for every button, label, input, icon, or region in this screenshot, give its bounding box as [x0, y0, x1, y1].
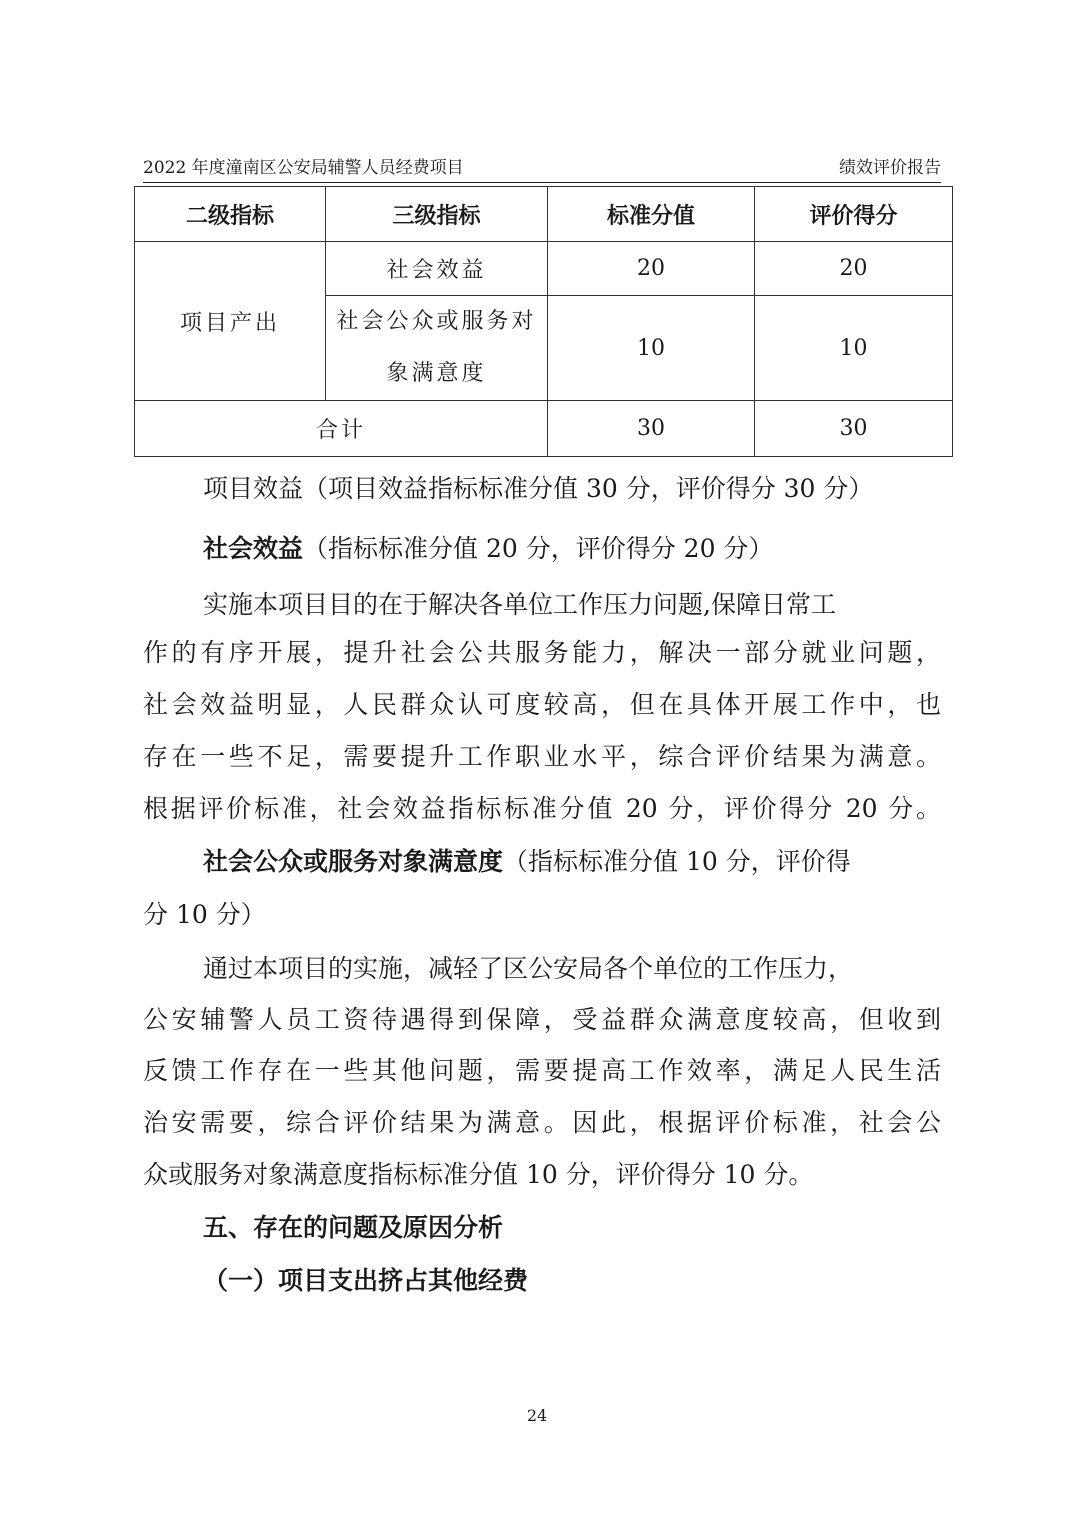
total-score: 30 — [755, 401, 953, 457]
standard-cell: 20 — [548, 242, 755, 296]
paragraph-social-benefit-title — [203, 536, 1003, 562]
satisfaction-label: 社会公众或服务对象满意度 — [203, 847, 504, 876]
header-report-title: 绩效评价报告 — [839, 158, 941, 178]
evaluation-table — [134, 186, 953, 457]
table-header-row — [135, 187, 953, 242]
score-cell: 20 — [755, 242, 953, 296]
header-project-title: 2022 年度潼南区公安局辅警人员经费项目 — [143, 158, 464, 178]
paragraph-line: 通过本项目的实施，减轻了区公安局各个单位的工作压力， — [203, 954, 854, 983]
page-number: 24 — [526, 1406, 548, 1425]
indicator-cell: 社会效益 — [326, 242, 548, 296]
satisfaction-score: （指标标准分值 10 分，评价得 — [503, 847, 851, 876]
indicator-cell — [326, 296, 548, 401]
social-benefit-score: （指标标准分值 20 分，评价得分 20 分） — [303, 534, 774, 563]
standard-cell: 10 — [548, 296, 755, 401]
paragraph-line: 反馈工作存在一些其他问题，需要提高工作效率，满足人民生活 — [143, 1056, 941, 1085]
indicator-line-2: 象满意度 — [386, 361, 487, 386]
header-level3: 三级指标 — [326, 187, 548, 242]
paragraph-line: 众或服务对象满意度指标标准分值 10 分，评价得分 10 分。 — [143, 1160, 814, 1189]
score-cell: 10 — [755, 296, 953, 401]
paragraph-line: 存在一些不足，需要提升工作职业水平，综合评价结果为满意。 — [143, 742, 941, 771]
paragraph-line: 根据评价标准，社会效益指标标准分值 20 分，评价得分 20 分。 — [143, 794, 941, 823]
table-row — [135, 242, 953, 296]
header-score: 评价得分 — [755, 187, 953, 242]
paragraph-line: 作的有序开展，提升社会公共服务能力，解决一部分就业问题， — [143, 638, 941, 667]
paragraph-satisfaction-title — [203, 849, 1003, 875]
social-benefit-label: 社会效益 — [203, 534, 304, 563]
section-heading: 五、存在的问题及原因分析 — [203, 1213, 504, 1242]
paragraph-line: 治安需要，综合评价结果为满意。因此，根据评价标准，社会公 — [143, 1108, 941, 1137]
total-standard: 30 — [548, 401, 755, 457]
table-total-row — [135, 401, 953, 457]
total-label: 合计 — [135, 401, 548, 457]
paragraph-line: 社会效益明显，人民群众认可度较高，但在具体开展工作中，也 — [143, 690, 941, 719]
paragraph-line: 分 10 分） — [143, 900, 266, 929]
page-header — [143, 154, 941, 183]
group-label: 项目产出 — [135, 242, 326, 401]
subsection-heading: （一）项目支出挤占其他经费 — [203, 1266, 529, 1295]
header-standard: 标准分值 — [548, 187, 755, 242]
paragraph-line: 实施本项目目的在于解决各单位工作压力问题,保障日常工 — [203, 590, 836, 619]
paragraph-line: 公安辅警人员工资待遇得到保障，受益群众满意度较高，但收到 — [143, 1005, 941, 1034]
indicator-line-1: 社会公众或服务对 — [336, 309, 537, 334]
header-level2: 二级指标 — [135, 187, 326, 242]
paragraph-project-benefit: 项目效益（项目效益指标标准分值 30 分，评价得分 30 分） — [203, 474, 874, 503]
